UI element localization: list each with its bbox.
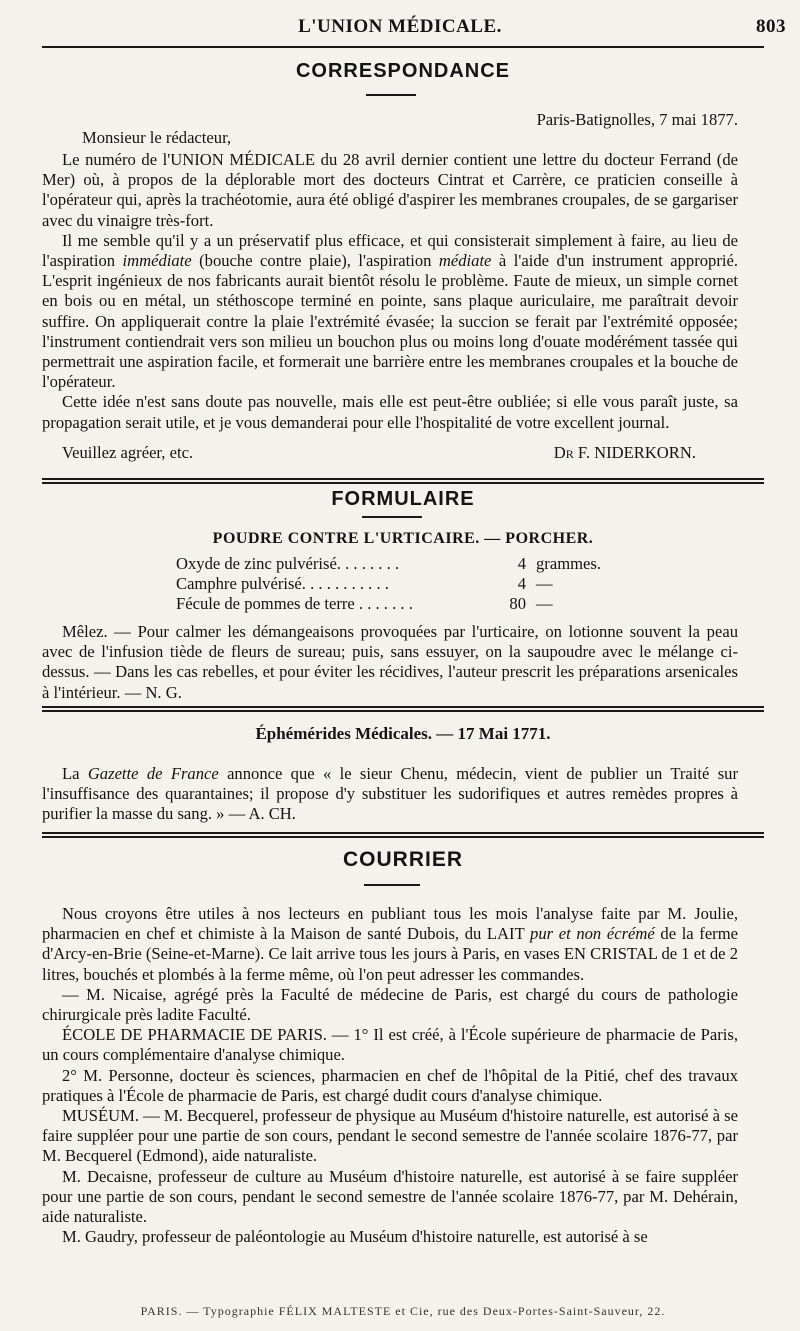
ephemerides-title: Éphémérides Médicales. — 17 Mai 1771. [255, 724, 551, 743]
salutation: Monsieur le rédacteur, [82, 128, 232, 147]
formulaire-body [42, 622, 738, 703]
ephemerides-body [42, 764, 738, 825]
paragraph: Mêlez. — Pour calmer les démangeaisons provoquées par l'urticaire, on lotionne souvent la peau avec de l'infusion tiède de fleurs de sureau; puis, sans essuyer, on la saupoudre avec le mélange ci-dessus. — Dans les cas rebelles, et pour éviter les récidives, l'auteur prescrit les préparations arsenicales à l'intérieur. — N. G. [42, 622, 738, 702]
ingredient-row: Camphre pulvérisé. . . . . . . . . . . 4 — [176, 574, 553, 593]
header-rule [42, 46, 764, 48]
ingredient-row: Oxyde de zinc pulvérisé. . . . . . . . 4 grammes. [176, 554, 601, 573]
page-number: 803 [756, 16, 786, 37]
section-divider [42, 832, 764, 838]
paragraph: Cette idée n'est sans doute pas nouvelle, mais elle est peut-être oubliée; si elle vous paraît juste, sa propagation serait utile, et je vous demanderai pour elle l'hospitalité de votre excellent journal. [42, 392, 738, 432]
paragraph: M. Gaudry, professeur de paléontologie au Muséum d'histoire naturelle, est autorisé à se [62, 1227, 648, 1247]
running-title: L'UNION MÉDICALE. [298, 16, 502, 37]
ingredient-row: Fécule de pommes de terre . . . . . . . 80 — [176, 594, 553, 613]
title-underline [364, 884, 420, 886]
signature: Dr F. NIDERKORN. [553, 443, 696, 462]
paragraph: Nous croyons être utiles à nos lecteurs en publiant tous les mois l'analyse faite par M. Joulie, pharmacien en chef et chimiste à la Maison de santé Dubois, du LAIT pur et non écrémé de la ferme d'Arcy-en-Brie (Seine-et-Marne). Ce lait arrive tous les jours à Paris, en vases EN CRISTAL de 1 et de 2 litres, bouchés et plombés à la ferme même, où l'on peut adresser les commandes. [42, 904, 738, 984]
correspondance-body [42, 150, 738, 433]
paragraph: ÉCOLE DE PHARMACIE DE PARIS. — 1° Il est créé, à l'École supérieure de pharmacie de Paris, un cours complémentaire d'analyse chimique. [42, 1025, 738, 1065]
paragraph: Il me semble qu'il y a un préservatif plus efficace, et qui consisterait simplement à faire, au lieu de l'aspiration immédiate (bouche contre plaie), l'aspiration médiate à l'aide d'un instrument approprié. L'esprit ingénieux de nos fabricants aurait bientôt résolu le problème. Faute de mieux, un simple cornet en bois ou en métal, un stéthoscope terminé en pointe, sans plaque auriculaire, me paraîtrait devoir suffire. On appliquerait contre la plaie l'extrémité évasée; la succion se ferait par l'extrémité opposée; l'instrument contiendrait vers son milieu un bouchon plus ou moins long d'ouate modérément tassée qui permettrait une aspiration facile, et formerait une barrière entre les membranes croupales et la bouche de l'opérateur. [42, 230, 738, 392]
paragraph: La Gazette de France annonce que « le sieur Chenu, médecin, vient de publier un Traité sur l'insuffisance des quarantaines; il propose d'y substituer les sudorifiques et autres remèdes propres à purifier la masse du sang. » — A. CH. [42, 764, 738, 824]
section-divider [42, 478, 764, 484]
recipe-ingredients [176, 554, 606, 614]
section-divider [42, 706, 764, 712]
printer-imprint: PARIS. — Typographie FÉLIX MALTESTE et Cie, rue des Deux-Portes-Saint-Sauveur, 22. [140, 1304, 666, 1318]
courrier-body [42, 904, 738, 1247]
correspondance-title: CORRESPONDANCE [295, 60, 511, 82]
recipe-title: POUDRE CONTRE L'URTICAIRE. — PORCHER. [212, 530, 594, 547]
paragraph: — M. Nicaise, agrégé près la Faculté de médecine de Paris, est chargé du cours de pathologie chirurgicale près ladite Faculté. [42, 984, 738, 1025]
running-head [0, 10, 800, 40]
courrier-title: COURRIER [342, 848, 463, 871]
paragraph: 2° M. Personne, docteur ès sciences, pharmacien en chef de l'hôpital de la Pitié, chef des travaux pratiques à l'École de pharmacie de Paris, est chargé dudit cours d'analyse chimique. [42, 1065, 738, 1105]
paragraph: MUSÉUM. — M. Becquerel, professeur de physique au Muséum d'histoire naturelle, est autorisé à se faire suppléer pour une partie de son cours, pendant le second semestre de l'année scolaire 1876-77, par M. Becquerel (Edmond), aide naturaliste. [42, 1106, 738, 1166]
paragraph: M. Decaisne, professeur de culture au Muséum d'histoire naturelle, est autorisé à se faire suppléer pour une partie de son cours, pendant le second semestre de l'année scolaire 1876-77, par M. Dehérain, aide naturaliste. [42, 1166, 738, 1227]
dateline: Paris-Batignolles, 7 mai 1877. [536, 110, 738, 129]
closing: Veuillez agréer, etc. [62, 443, 194, 462]
title-underline [362, 516, 422, 518]
title-underline [366, 94, 416, 96]
paragraph: Le numéro de l'UNION MÉDICALE du 28 avril dernier contient une lettre du docteur Ferrand (de Mer) où, à propos de la déplorable mort des docteurs Cintrat et Carrère, ce praticien conseille à l'opérateur qui, après la trachéotomie, aura été obligé d'aspirer les membranes croupales, de se gargariser avec du vinaigre très-fort. [42, 150, 738, 230]
formulaire-title: FORMULAIRE [331, 488, 475, 510]
